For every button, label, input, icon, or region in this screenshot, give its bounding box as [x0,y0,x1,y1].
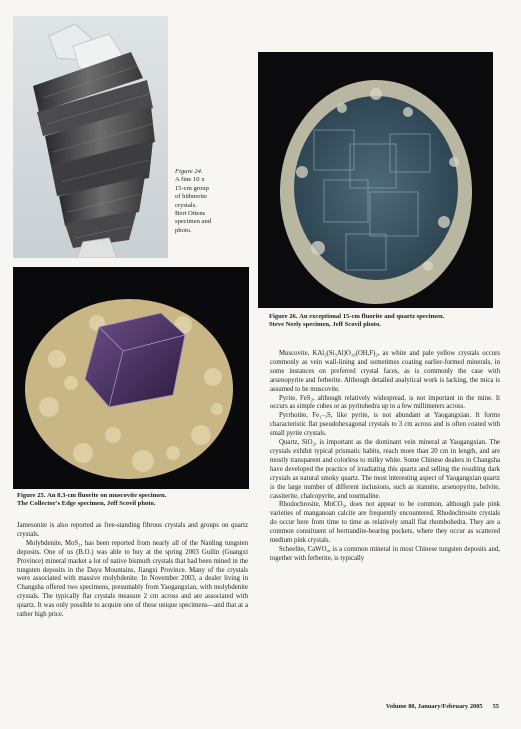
figure-24-caption-line: specimen and [175,218,212,226]
figure-26-caption-text: An exceptional 15-cm fluorite and quartz specimen. [299,313,445,320]
figure-26-photo [258,52,493,308]
figure-25-label: Figure 25. [17,492,46,499]
left-column [17,522,248,620]
figure-24-photo [13,16,168,258]
figure-24-label: Figure 24. [175,168,203,175]
issue-line: Volume 80, January/February 2005 [385,703,483,710]
paragraph: Pyrrhotite, Fe₁₋ₓS, like pyrite, is not abundant at Yaogangxian. It forms characteristic flat pseudohexagonal crystals to 3 cm across and is often coated with small pyrite crystals. [270,412,500,438]
paragraph: Scheelite, CaWO₄, is a common mineral in most Chinese tungsten deposits and, together with ferberite, is typically [270,545,500,562]
figure-24-caption-line: A fine 10 x [175,176,205,184]
paragraph: Jamesonite is also reported as free-standing fibrous crystals and groups on quartz crystals. [17,522,248,538]
figure-25-photo [13,267,249,489]
figure-24-caption-line: 15-cm group [175,184,209,192]
paragraph: Molybdenite, MoS₂, has been reported from nearly all of the Nanling tungsten deposits. One of us (B.O.) was able to buy at the spring 2003 Guilin (Guangxi Province) mineral market a lot of native bismuth crystals that had been mined in the tungsten deposits in the Dayu Mountains, Jiangxi Province. Many of the crystals were associated with massive molybdenite. In November 2003, a dealer living in Changsha offered two specimens, presumably from Yaogangxian, with molybdenite crystals. The typically flat crystals measure 2 cm across and are associated with quartz. It was only possible to acquire one of these unique specimens—and that at a rather high price. [17,539,248,619]
figure-25-caption [17,492,257,509]
figure-25-credit: The Collector's Edge specimen, Jeff Scovil photo. [17,500,156,508]
figure-26-caption-line1 [269,313,504,321]
figure-25-caption-line2 [17,500,257,508]
figure-26-credit: Steve Neely specimen, Jeff Scovil photo. [269,321,381,329]
paragraph: Quartz, SiO₂, is important as the dominant vein mineral at Yaogangxian. The crystals exhibit typical prismatic habits, reach more than 20 cm in length, and are mostly transparent and colorless to milky white. Some Chinese dealers in Changsha have developed the practice of irradiating this quartz and selling the resulting dark crystals as natural smoky quartz. The most interesting aspect of Yaogangxian quartz is the large number of different inclusions, such as stannite, arsenopyrite, helvite, cassiterite, chalcopyrite, and tourmaline. [270,439,500,500]
figure-25-caption-text: An 8.3-cm fluorite on muscovite specimen. [47,492,167,499]
figure-24-caption-line: Bert Ottens [175,210,206,218]
right-column [270,350,500,564]
page-footer [386,703,499,710]
paragraph: Rhodochrosite, MnCO₃, does not appear to be common, although pale pink varieties of manganoan calcite are frequently encountered. Rhodochrosite crystals do occur here from time to time as relatively small flat rhombohedra. They are a common constituent of bertrandite-bearing pockets, where they occur as scattered medium pink crystals. [270,501,500,545]
paragraph: Pyrite, FeS₂, although relatively widespread, is not important in the mine. It occurs as simple cubes or as pyritohedra up to a few millimeters across. [270,394,500,411]
figure-26-label: Figure 26. [269,313,298,320]
figure-24-caption-line: of hübnerite [175,193,208,201]
figure-26-caption-line2 [269,321,504,329]
figure-25-caption-line1 [17,492,257,500]
page-number: 55 [492,703,499,710]
figure-24-caption [175,168,245,235]
figure-24-caption-line: photo. [175,226,192,234]
figure-24-caption-line: crystals. [175,201,197,209]
figure-26-caption [269,313,504,330]
paragraph: Muscovite, KAl₂(Si₃Al)O₁₀(OH,F)₂, as white and pale yellow crystals occurs commonly as vein wall-lining and sometimes coating earlier-formed minerals, in some instances on preferred crystal faces, as is commonly the case with arsenopyrite and ferberite. Although detailed analytical work is lacking, the mica is assumed to be muscovite. [270,350,500,393]
